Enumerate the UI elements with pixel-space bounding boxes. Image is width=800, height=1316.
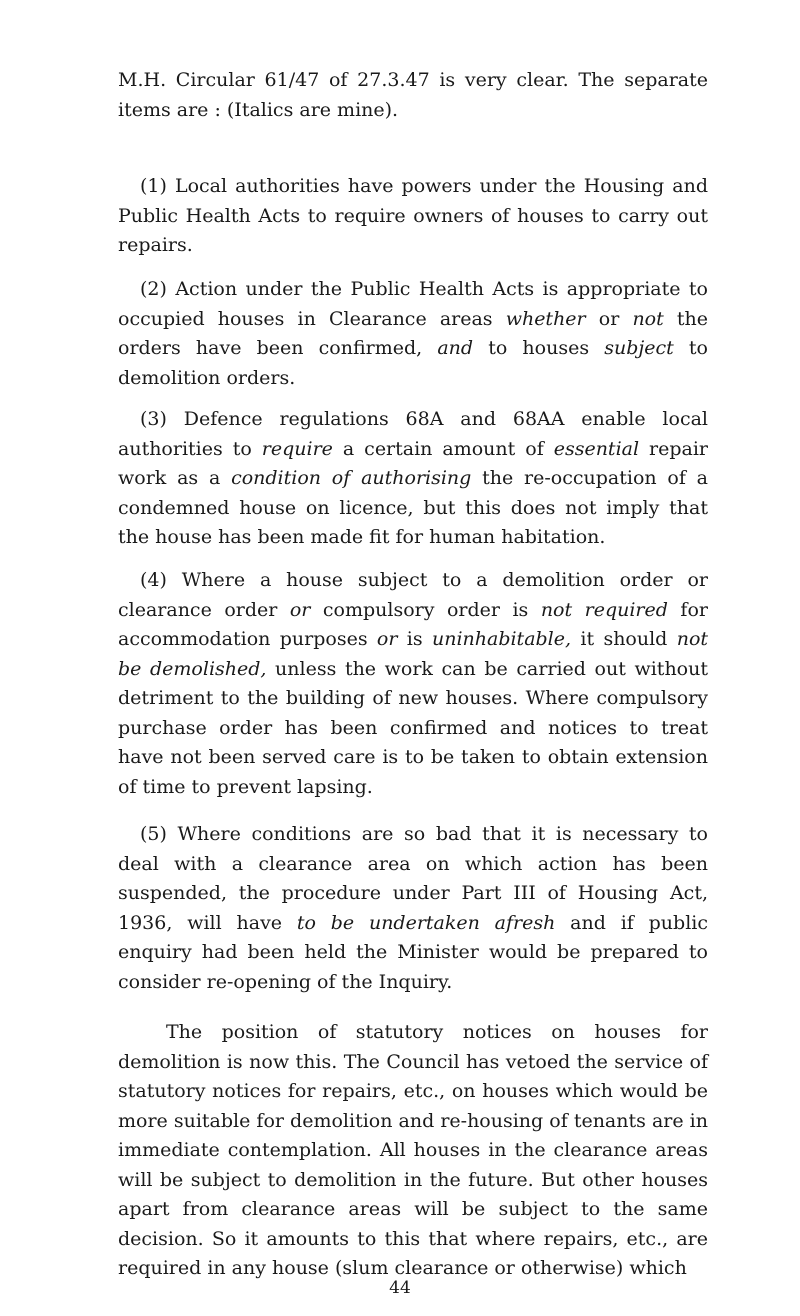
- item-2-text-e: to demolition orders.: [118, 337, 708, 389]
- item-4-italic-or: or: [289, 598, 311, 621]
- item-2-text-c: the orders have been confirmed,: [118, 307, 708, 359]
- item-4-italic-uninhabitable: uninhabitable,: [431, 628, 572, 650]
- item-4: [118, 566, 708, 802]
- item-1-text: (1) Local authorities have powers under the Housing and Public Health Acts to require owners of houses to carry out repairs.: [118, 175, 708, 256]
- item-5-text-a: (5) Where conditions are so bad that it is necessary to deal with a clearance area on which action has been suspended, the procedure under Part III of Housing Act, 1936, will have: [118, 823, 708, 934]
- item-3-italic-condition: condition of authorising: [231, 467, 472, 489]
- item-3-text-a: (3) Defence regulations 68A and 68AA enable local authorities to: [118, 408, 708, 460]
- item-4-text-f: unless the work can be carried out without detriment to the building of new houses. Where compulsory purchase order has been confirmed and notices to treat have not been served care is to be taken to obtain extension of time to prevent lapsing.: [118, 657, 708, 798]
- item-4-text-d: is: [397, 628, 432, 650]
- item-1: [118, 172, 708, 261]
- item-3-italic-essential: essential: [553, 437, 640, 460]
- intro-paragraph: M.H. Circular 61/47 of 27.3.47 is very clear. The separate items are : (Italics are mine).: [118, 69, 708, 121]
- item-3: [118, 405, 708, 553]
- item-4-text-c: for accommodation purposes: [118, 598, 708, 650]
- item-2: [118, 275, 708, 393]
- item-3-text-c: repair work as a: [118, 437, 708, 489]
- item-2-text-d: to houses: [473, 337, 605, 359]
- page-number: 44: [389, 1278, 411, 1298]
- closing-paragraph: The position of statutory notices on houses for demolition is now this. The Council has vetoed the service of statutory notices for repairs, etc., on houses which would be more suitable for demolition and re-housing of tenants are in immediate contemplation. All houses in the clearance areas will be subject to demolition in the future. But other houses apart from clearance areas will be subject to the same decision. So it amounts to this that where repairs, etc., are required in any house (slum clearance or otherwise) which: [118, 1021, 708, 1279]
- item-2-text-a: (2) Action under the Public Health Acts is appropriate to occupied houses in Clearance areas: [118, 278, 708, 330]
- item-2-italic-not: not: [632, 307, 664, 330]
- item-4-text-b: compulsory order is: [310, 598, 541, 621]
- item-2-text-b: or: [585, 307, 633, 330]
- item-5: [118, 820, 708, 997]
- item-3-text-b: a certain amount of: [332, 437, 554, 460]
- item-4-italic-not-required: not required: [540, 598, 668, 621]
- item-3-italic-require: require: [261, 437, 333, 460]
- item-2-italic-whether: whether: [505, 307, 586, 330]
- item-4-italic-or-2: or: [376, 628, 398, 650]
- item-3-text-d: the re-occupation of a condemned house on licence, but this does not imply that the house has been made fit for human habitation.: [118, 467, 708, 548]
- item-4-text-a: (4) Where a house subject to a demolition order or clearance order: [118, 569, 708, 621]
- item-2-italic-subject: subject: [604, 337, 674, 359]
- item-5-text-b: and if public enquiry had been held the Minister would be prepared to consider re-opening of the Inquiry.: [118, 911, 708, 993]
- item-4-italic-not-demolished: not be demolished,: [118, 628, 709, 680]
- item-4-text-e: it should: [571, 628, 677, 650]
- item-5-italic-afresh: to be undertaken afresh: [296, 911, 556, 934]
- item-2-italic-and: and: [437, 337, 474, 359]
